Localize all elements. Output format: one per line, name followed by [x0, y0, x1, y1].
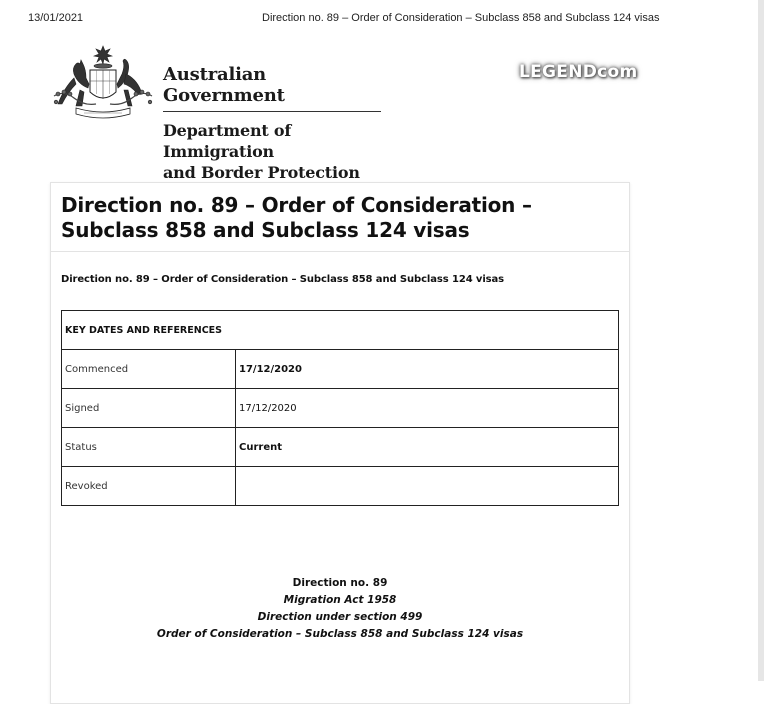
table-header-row	[62, 311, 619, 350]
row-value: 17/12/2020	[236, 350, 619, 389]
instrument-heading	[51, 575, 629, 643]
document-card	[50, 182, 630, 704]
row-value: Current	[236, 428, 619, 467]
agency-logotype	[163, 64, 403, 183]
row-value: 17/12/2020	[236, 389, 619, 428]
department-name	[163, 120, 403, 183]
direction-number: Direction no. 89	[292, 577, 388, 589]
department-line-2: and Border Protection	[163, 163, 360, 182]
title-divider	[51, 251, 629, 252]
commonwealth-coat-of-arms-icon	[50, 44, 156, 122]
direction-section: Direction under section 499	[257, 611, 423, 623]
table-row	[62, 389, 619, 428]
department-line-1: Department of Immigration	[163, 121, 292, 161]
key-dates-table	[61, 310, 619, 506]
table-row	[62, 350, 619, 389]
act-name: Migration Act 1958	[283, 594, 397, 606]
row-label: Revoked	[62, 467, 236, 506]
direction-subject: Order of Consideration – Subclass 858 and Subclass 124 visas	[156, 628, 524, 640]
row-value	[236, 467, 619, 506]
print-date: 13/01/2021	[28, 12, 84, 24]
watermark: LEGENDcom	[519, 62, 638, 82]
row-label: Signed	[62, 389, 236, 428]
print-header-title: Direction no. 89 – Order of Consideration – Subclass 858 and Subclass 124 visas	[262, 12, 660, 24]
table-row	[62, 467, 619, 506]
key-dates-header: KEY DATES AND REFERENCES	[62, 311, 619, 350]
document-title: Direction no. 89 – Order of Consideration – Subclass 858 and Subclass 124 visas	[61, 193, 532, 242]
row-label: Commenced	[62, 350, 236, 389]
table-row	[62, 428, 619, 467]
document-subtitle: Direction no. 89 – Order of Consideration – Subclass 858 and Subclass 124 visas	[61, 274, 505, 285]
page-edge	[758, 0, 764, 681]
government-name: Australian Government	[163, 64, 381, 112]
row-label: Status	[62, 428, 236, 467]
